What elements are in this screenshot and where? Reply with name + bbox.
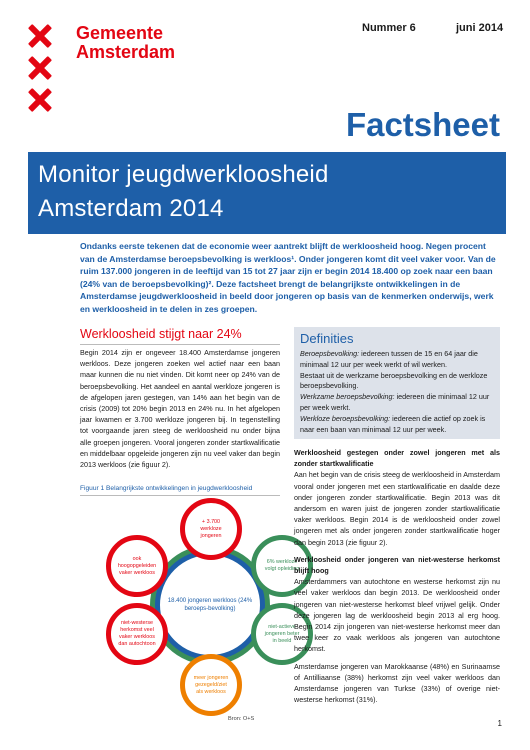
title-line-1: Monitor jeugdwerkloosheid: [38, 161, 329, 188]
cross-icon: [28, 88, 52, 112]
subheading: Werkloosheid onder jongeren van niet-westerse herkomst blijft hoog: [294, 554, 500, 576]
figure-source: Bron: O+S: [228, 716, 255, 722]
title-line-2: Amsterdam 2014: [38, 195, 224, 222]
definition-item: Beroepsbevolking: iedereen tussen de 15 en 64 jaar die minimaal 12 uur per week werkt of wil werken.: [300, 349, 478, 369]
divider: [80, 495, 280, 496]
definitions-list: [300, 349, 494, 435]
diagram-center-node: 18.400 jongeren werkloos (24% beroeps-bevolking): [155, 550, 265, 660]
definition-item: Werkloze beroepsbevolking: iedereen die actief op zoek is naar een baan van minimaal 12 uur per week.: [300, 413, 486, 434]
paragraph: Aan het begin van de crisis steeg de werkloosheid in Amsterdam vooral onder jongeren met een startkwalificatie en daalde deze onder jongeren zonder startkwalificatie. Begin 2013 was dit andersom en waren juist de jongeren zonder startkwalificatie vaker werkloos. Begin 2014 is de werkloosheid onder zowel jongeren met als onder jongeren zonder startkwalificatie hoger dan begin 2013 (zie figuur 2).: [294, 470, 500, 547]
subheading: Werkloosheid gestegen onder zowel jongeren met als zonder startkwalificatie: [294, 448, 500, 469]
right-column-text: [294, 447, 500, 711]
diagram-node: 6% werkloze volgt opleiding: [251, 535, 313, 597]
title-banner: [28, 152, 506, 234]
section-heading: Werkloosheid stijgt naar 24%: [80, 327, 242, 341]
figure-caption: Figuur 1 Belangrijkste ontwikkelingen in jeugdwerkloosheid: [80, 485, 253, 492]
paragraph: Amsterdammers van autochtone en westerse herkomst zijn nu veel vaker werkloos dan begin 2013. De werkloosheid onder jongeren van niet-westerse herkomst bleef vrijwel gelijk. Onder deze jongeren lag de werkloosheid begin 2013 al erg hoog. Begin 2014 zijn jongeren van niet-westerse herkomst meer dan twee keer zo vaak werkloos als jongeren van autochtone herkomst.: [294, 577, 500, 654]
intro-paragraph: Ondanks eerste tekenen dat de economie weer aantrekt blijft de werkloosheid hoog. Negen procent van de Amsterdamse beroepsbevolking is werkloos¹. Onder jongeren komt dit veel vaker voor. Van de ruim 137.000 jongeren in de leeftijd van 15 tot 27 jaar zijn er begin 2014 18.400 op zoek naar een baan (24% van de beroepsbevolking)². Deze factsheet brengt de belangrijkste ontwikkelingen in de Amsterdamse jeugdwerkloosheid in beeld door jongeren op basis van de kenmerken onderwijs, werk en werkloosheid in te delen in zes groepen.: [80, 241, 496, 314]
issue-date: juni 2014: [456, 22, 504, 34]
definitions-box: [294, 327, 500, 439]
body-text: Begin 2014 zijn er ongeveer 18.400 Amsterdamse jongeren werkloos. Deze jongeren zoeken wel actief naar een baan maar kunnen die nu niet vinden. Dit komt neer op 24% van de beroepsbevolking. Het aandeel en aantal werkloze jongeren is de afgelopen jaren gestegen, van 14% aan het begin van de crisis (2009) tot 20% begin 2013 en 24% nu. In het afgelopen jaar kwamen er 3.700 werkloze jongeren bij. In tegenstelling tot voorgaande jaren steeg de werkloosheid nu onder bijna alle groepen jongeren. Vooral jongeren zonder startkwalificatie en middelbaar opgeleide jongeren zijn nu veel vaker dan begin 2013 werkloos (zie figuur 2).: [80, 348, 280, 470]
diagram-node: niet-actieve jongeren beter in beeld: [251, 603, 313, 665]
cross-icon: [28, 56, 52, 80]
diagram-node: meer jongeren gezegeld/ziet als werkloos: [180, 654, 242, 716]
definitions-heading: Definities: [300, 331, 354, 346]
diagram-node: ook hoogopgeleiden vaker werkloos: [106, 535, 168, 597]
page-number: 1: [497, 719, 502, 728]
definition-item: Bestaat uit de werkzame beroepsbevolking en de werkloze beroepsbevolking.: [300, 370, 488, 391]
issue-number: Nummer 6: [362, 22, 416, 34]
organization-name: Gemeente Amsterdam: [76, 23, 176, 62]
diagram-node: niet-westerse herkomst veel vaker werkloos dan autochtoon: [106, 603, 168, 665]
paragraph: Amsterdamse jongeren van Marokkaanse (48%) en Surinaamse of Antilliaanse (38%) herkomst zijn veel vaker werkloos dan Amsterdamse jongeren van Turkse (33%) of overige niet-westerse herkomst (31%).: [294, 661, 500, 705]
cross-icon: [28, 24, 52, 48]
divider: [80, 344, 280, 345]
diagram-node: + 3.700 werkloze jongeren: [180, 498, 242, 560]
factsheet-label: Factsheet: [345, 106, 500, 143]
definition-item: Werkzame beroepsbevolking: iedereen die minimaal 12 uur per week werkt.: [300, 392, 490, 412]
